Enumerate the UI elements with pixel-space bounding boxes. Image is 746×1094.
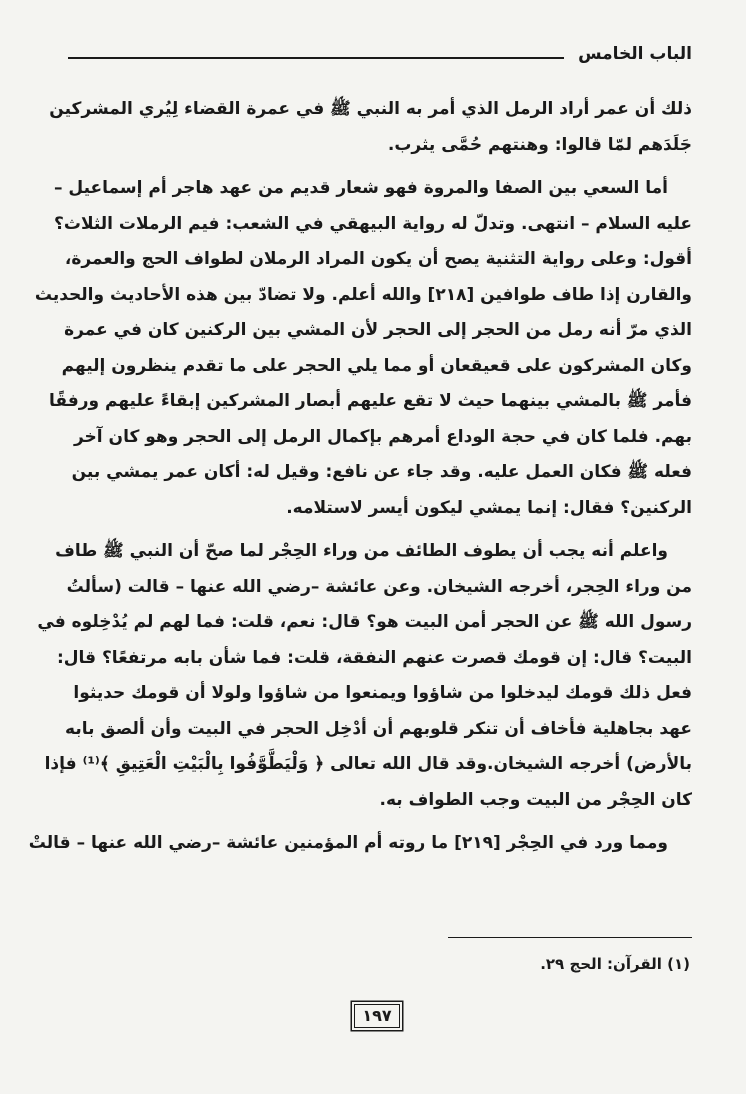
header-rule (68, 57, 564, 59)
chapter-title: الباب الخامس (578, 44, 692, 64)
text-line: الركنين؟ فقال: إنما يمشي ليكون أيسر لاستلامه. (286, 497, 692, 518)
paragraph (34, 171, 692, 526)
paragraph (49, 92, 692, 163)
text-line: ذلك أن عمر أراد الرمل الذي أمر به النبي ﷺ في عمرة القضاء لِيُري المشركين (49, 99, 692, 119)
text-line: أقول: وعلى رواية التثنية يصح أن يكون المراد الرملان لطواف الحج والعمرة، (64, 249, 692, 269)
paragraph (28, 826, 692, 862)
footnote-rule (448, 937, 692, 938)
text-line: عهد بجاهلية فأخاف أن تنكر قلوبهم أن أدْخِل الحجر في البيت وأن ألصق بابه (65, 718, 692, 739)
text-line: واعلم أنه يجب أن يطوف الطائف من وراء الحِجْر لما صحّ أن النبي ﷺ طاف (55, 541, 668, 561)
page-number: ١٩٧ (354, 1004, 400, 1028)
text-line: رسول الله ﷺ عن الحجر أمن البيت هو؟ قال: نعم، قلت: فما لهم لم يُدْخِلوه في (37, 612, 692, 632)
text-line: كان الحِجْر من البيت وجب الطواف به. (379, 789, 692, 810)
text-line: جَلَدَهم لمّا قالوا: وهنتهم حُمَّى يثرب. (387, 134, 692, 155)
text-line: بهم. فلما كان في حجة الوداع أمرهم بإكمال الرمل إلى الحجر وهو كان آخر (73, 426, 692, 447)
text-line: من وراء الحِجر، أخرجه الشيخان. وعن عائشة –رضي الله عنها – قالت (سألتُ (66, 576, 692, 597)
text-line: بالأرض) أخرجه الشيخان.وقد قال الله تعالى ﴿ وَلْيَطَّوَّفُوا بِالْبَيْتِ الْعَتِيقِ ﴾⁽¹⁾ فإذا (44, 754, 692, 774)
text-line: وكان المشركون على قعيقعان أو مما يلي الحجر على ما تقدم ينظرون إليهم (61, 355, 692, 376)
text-line: فعل ذلك قومك ليدخلوا من شاؤوا ويمنعوا من شاؤوا ولولا أن قومك حديثوا (73, 683, 692, 703)
text-line: والقارن إذا طاف طوافين [٢١٨] والله أعلم. ولا تضادّ بين هذه الأحاديث والحديث (34, 284, 692, 305)
text-line: الذي مرّ أنه رمل من الحجر إلى الحجر لأن المشي بين الركنين كان في عمرة (64, 320, 692, 340)
running-header (68, 44, 692, 74)
text-line: فعله ﷺ فكان العمل عليه. وقد جاء عن نافع: وقيل له: أكان عمر يمشي بين (71, 462, 692, 482)
footnote: (١) القرآن: الحج ٢٩. (540, 955, 690, 973)
text-line: ومما ورد في الحِجْر [٢١٩] ما روته أم المؤمنين عائشة –رضي الله عنها – قالتْ (28, 833, 668, 853)
text-line: أما السعي بين الصفا والمروة فهو شعار قديم من عهد هاجر أم إسماعيل – (53, 178, 668, 198)
text-line: فأمر ﷺ بالمشي بينهما حيث لا تقع عليهم أبصار المشركين إبقاءً عليهم ورفقًا (48, 391, 692, 411)
text-line: عليه السلام – انتهى. وتدلّ له رواية البيهقي في الشعب: فيم الرملات الثلاث؟ (54, 213, 692, 234)
body-text (28, 92, 692, 870)
text-line: البيت؟ قال: إن قومك قصرت عنهم النفقة، قلت: فما شأن بابه مرتفعًا؟ قال: (56, 647, 692, 668)
paragraph (37, 534, 692, 818)
